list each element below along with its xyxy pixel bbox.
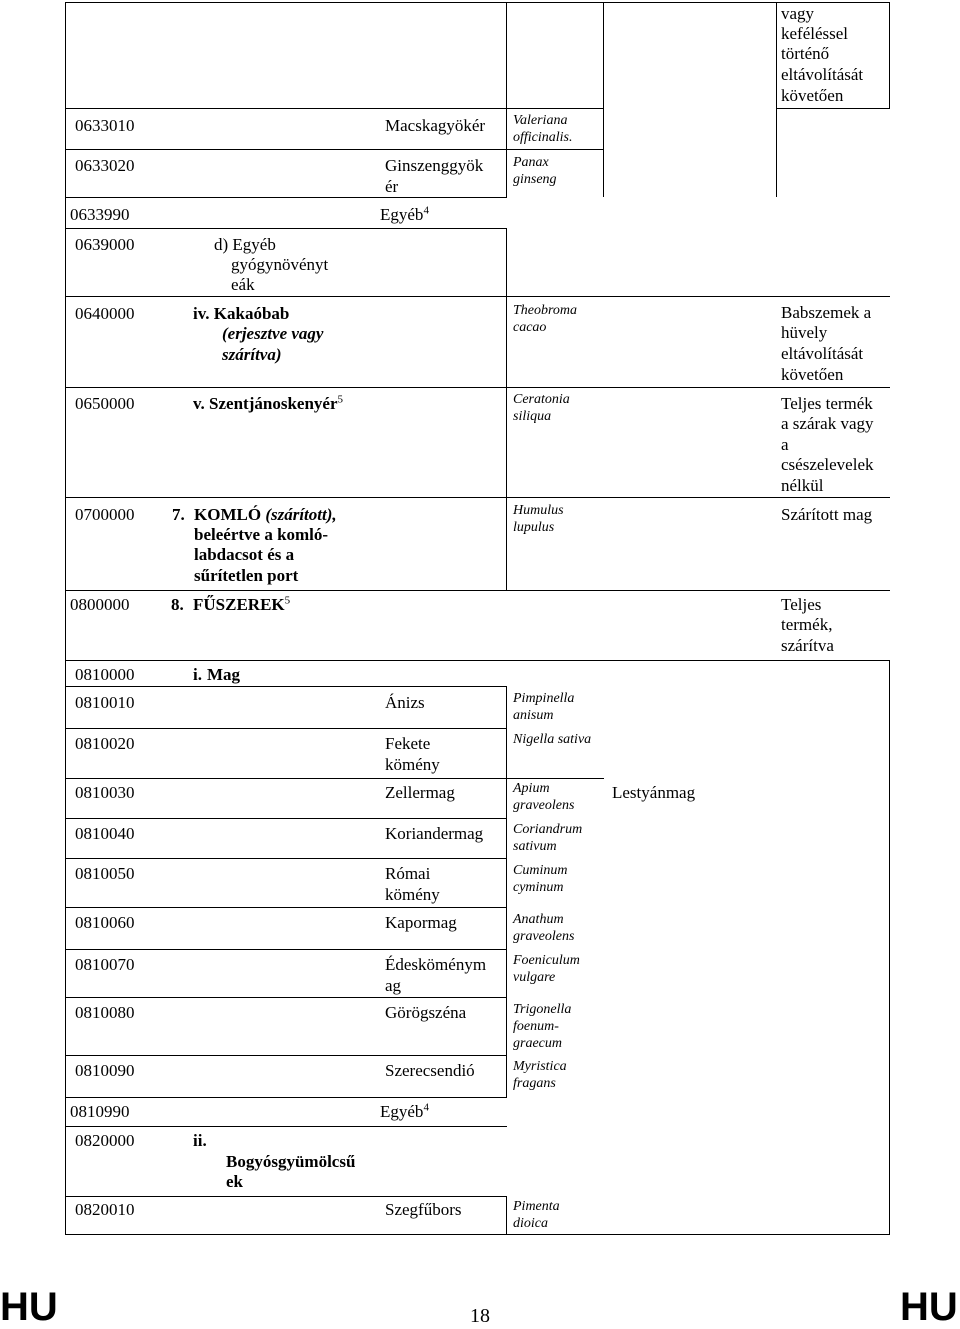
row-hungarian-name-text: Egyéb xyxy=(380,205,424,224)
footnote-marker: 4 xyxy=(423,1101,429,1114)
group-name: labdacsot és a xyxy=(194,545,295,564)
note-line: termék, xyxy=(781,615,833,634)
group-name-text: KOMLÓ xyxy=(194,505,262,524)
row-code: 0800000 xyxy=(70,595,130,614)
row-hungarian-name xyxy=(380,1101,429,1122)
note-line: követően xyxy=(781,365,844,384)
row-code: 0640000 xyxy=(75,304,135,323)
row-divider xyxy=(65,858,507,859)
row-code: 0820010 xyxy=(75,1200,135,1219)
row-latin-name: Ceratonia xyxy=(513,392,570,407)
row-divider xyxy=(65,197,507,198)
group-name: Mag xyxy=(207,665,241,684)
row-code: 0810020 xyxy=(75,734,135,753)
row-divider xyxy=(65,1097,507,1098)
group-name: d) Egyéb xyxy=(214,235,276,254)
note-line: vagy xyxy=(781,4,815,23)
row-divider xyxy=(65,686,507,687)
footer-language-right: HU xyxy=(900,1285,958,1329)
column-divider xyxy=(603,2,604,197)
row-hungarian-name: Szerecsendió xyxy=(385,1061,475,1080)
row-latin-name: Humulus xyxy=(513,503,564,518)
row-latin-name: sativum xyxy=(513,839,557,854)
row-latin-name: dioica xyxy=(513,1216,548,1231)
row-hungarian-name: Ginszenggyök xyxy=(385,156,484,175)
group-number: 8. xyxy=(171,595,184,614)
row-latin-name: vulgare xyxy=(513,970,556,985)
row-divider xyxy=(65,1055,507,1056)
table-border-top xyxy=(65,2,890,3)
row-hungarian-name: Római xyxy=(385,864,431,883)
row-latin-name: Pimenta xyxy=(513,1199,560,1214)
note-line: történő xyxy=(781,44,830,63)
group-name: iv. Kakaóbab xyxy=(193,304,290,323)
row-latin-name: Foeniculum xyxy=(513,953,580,968)
note-line: hüvely xyxy=(781,323,828,342)
row-hungarian-name: ag xyxy=(385,976,402,995)
row-code: 0810010 xyxy=(75,693,135,712)
row-hungarian-name: Zellermag xyxy=(385,783,455,802)
group-name: (erjesztve vagy xyxy=(222,324,324,343)
row-latin-name: ginseng xyxy=(513,172,557,187)
group-name: ek xyxy=(226,1172,243,1191)
row-code: 0639000 xyxy=(75,235,135,254)
row-divider xyxy=(65,497,890,498)
group-name: beleértve a komló- xyxy=(194,525,329,544)
row-code: 0810070 xyxy=(75,955,135,974)
row-hungarian-name: Fekete xyxy=(385,734,431,753)
group-name xyxy=(193,393,343,414)
row-latin-name: graveolens xyxy=(513,929,575,944)
row-code: 0633020 xyxy=(75,156,135,175)
row-latin-name: cyminum xyxy=(513,880,564,895)
row-latin-name: graveolens xyxy=(513,798,575,813)
group-name-text: v. Szentjánoskenyér xyxy=(193,394,338,413)
row-divider xyxy=(65,907,507,908)
row-hungarian-name: kömény xyxy=(385,755,440,774)
row-code: 0810050 xyxy=(75,864,135,883)
row-hungarian-name: Görögszéna xyxy=(385,1003,467,1022)
table-border-right xyxy=(889,660,890,1235)
group-name: Bogyósgyümölcsű xyxy=(226,1152,356,1171)
group-number: i. xyxy=(193,665,202,684)
row-divider xyxy=(65,1126,507,1127)
footnote-marker: 5 xyxy=(337,393,343,406)
row-latin-name: lupulus xyxy=(513,520,555,535)
group-name xyxy=(193,594,290,615)
row-divider xyxy=(65,149,604,150)
row-latin-name: Nigella sativa xyxy=(513,732,592,747)
note-line: keféléssel xyxy=(781,24,849,43)
row-hungarian-name: Koriandermag xyxy=(385,824,484,843)
row-divider xyxy=(65,1196,507,1197)
group-name: eák xyxy=(231,275,255,294)
footnote-marker: 4 xyxy=(423,204,429,217)
group-number: 7. xyxy=(172,505,185,524)
row-divider xyxy=(65,660,890,661)
note-line: a szárak vagy xyxy=(781,414,874,433)
row-divider xyxy=(65,997,507,998)
group-number: ii. xyxy=(193,1131,207,1150)
table-border-bottom xyxy=(65,1234,890,1235)
footnote-marker: 5 xyxy=(284,594,291,607)
row-divider xyxy=(65,228,507,229)
row-latin-name: graecum xyxy=(513,1036,562,1051)
row-divider xyxy=(65,590,890,591)
column-divider xyxy=(506,1196,507,1235)
row-divider xyxy=(65,949,507,950)
page-number: 18 xyxy=(470,1305,490,1327)
row-latin-name: Apium xyxy=(513,781,550,796)
row-latin-name: Trigonella xyxy=(513,1002,572,1017)
group-name: gyógynövényt xyxy=(231,255,329,274)
note-line: Szárított mag xyxy=(781,505,873,524)
note-line: szárítva xyxy=(781,636,834,655)
note-line: Babszemek a xyxy=(781,303,872,322)
column-divider xyxy=(506,686,507,1097)
row-latin-name: siliqua xyxy=(513,409,552,424)
row-latin-name: Pimpinella xyxy=(513,691,575,706)
row-code: 0810030 xyxy=(75,783,135,802)
column-divider xyxy=(776,108,777,197)
row-hungarian-name: ér xyxy=(385,177,399,196)
note-line: Teljes xyxy=(781,595,822,614)
row-latin-name: anisum xyxy=(513,708,554,723)
row-code: 0810060 xyxy=(75,913,135,932)
row-latin-name: Anathum xyxy=(513,912,564,927)
row-hungarian-name: Szegfűbors xyxy=(385,1200,462,1219)
row-latin-name: foenum- xyxy=(513,1019,559,1034)
note-line: követően xyxy=(781,86,844,105)
row-latin-name: cacao xyxy=(513,320,547,335)
row-latin-name: Theobroma xyxy=(513,303,578,318)
table-border-left xyxy=(65,2,66,1235)
row-divider xyxy=(65,778,604,779)
row-latin-name: Cuminum xyxy=(513,863,568,878)
row-latin-name: fragans xyxy=(513,1076,556,1091)
note-line: a xyxy=(781,435,789,454)
group-name xyxy=(194,504,337,525)
note-line: eltávolítását xyxy=(781,344,864,363)
row-code: 0700000 xyxy=(75,505,135,524)
column-divider xyxy=(506,228,507,590)
row-code: 0810000 xyxy=(75,665,135,684)
note-line: csészelevelek xyxy=(781,455,874,474)
other-name: Lestyánmag xyxy=(612,783,696,802)
row-hungarian-name: Ánizs xyxy=(385,693,425,712)
row-code: 0810090 xyxy=(75,1061,135,1080)
row-latin-name: Myristica xyxy=(513,1059,567,1074)
row-divider xyxy=(65,108,604,109)
note-line: nélkül xyxy=(781,476,824,495)
row-latin-name: Coriandrum xyxy=(513,822,583,837)
group-name: sűrítetlen port xyxy=(194,566,299,585)
footer-language-left: HU xyxy=(0,1285,58,1329)
row-hungarian-name: Kapormag xyxy=(385,913,457,932)
row-latin-name: Valeriana officinalis. xyxy=(513,113,573,145)
row-latin-name: Panax xyxy=(513,155,549,170)
row-code: 0633010 xyxy=(75,116,135,135)
row-code: 0810080 xyxy=(75,1003,135,1022)
note-line: eltávolítását xyxy=(781,65,864,84)
row-divider xyxy=(777,108,890,109)
row-divider xyxy=(65,728,507,729)
row-code: 0810990 xyxy=(70,1102,130,1121)
row-code: 0820000 xyxy=(75,1131,135,1150)
row-hungarian-name: kömény xyxy=(385,885,440,904)
table-border-right xyxy=(889,2,890,109)
row-hungarian-name: Macskagyökér xyxy=(385,116,486,135)
row-code: 0650000 xyxy=(75,394,135,413)
row-divider xyxy=(65,818,507,819)
note-line: Teljes termék xyxy=(781,394,873,413)
column-divider xyxy=(506,2,507,197)
row-code: 0810040 xyxy=(75,824,135,843)
group-name-qualifier: (szárított), xyxy=(265,505,337,524)
row-divider xyxy=(65,387,890,388)
row-hungarian-name xyxy=(380,204,429,225)
row-hungarian-name: Édesköménym xyxy=(385,955,487,974)
group-name: szárítva) xyxy=(222,345,282,364)
row-hungarian-name-text: Egyéb xyxy=(380,1102,424,1121)
group-name-text: FŰSZEREK xyxy=(193,595,285,614)
row-code: 0633990 xyxy=(70,205,130,224)
row-divider xyxy=(65,296,890,297)
